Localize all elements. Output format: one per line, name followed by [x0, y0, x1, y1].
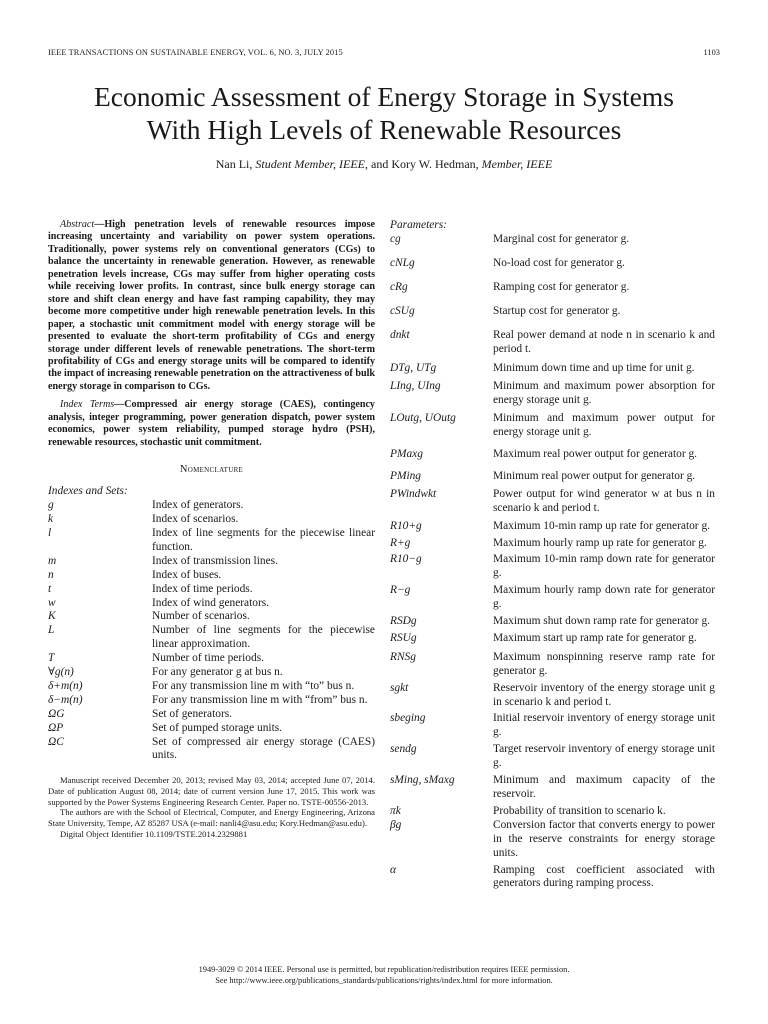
list-item	[48, 624, 375, 652]
definition: For any transmission line m with “from” bus n.	[152, 693, 368, 706]
symbol: LIng, UIng	[390, 380, 441, 393]
definition: Index of scenarios.	[152, 513, 239, 526]
list-item	[390, 412, 715, 440]
definition: Reservoir inventory of the energy storage unit g in scenario k and period t.	[493, 681, 715, 708]
definition: Index of line segments for the piecewise linear function.	[152, 526, 375, 553]
symbol: sendg	[390, 743, 417, 756]
list-item	[390, 380, 715, 408]
list-item	[390, 712, 715, 740]
list-item	[390, 743, 715, 771]
symbol: n	[48, 568, 54, 581]
list-item	[390, 805, 715, 819]
symbol: πk	[390, 804, 401, 817]
definition: Minimum down time and up time for unit g.	[493, 362, 695, 375]
definition: Number of line segments for the piecewise linear approximation.	[152, 624, 375, 651]
list-item	[390, 632, 715, 646]
symbol: RNSg	[390, 650, 416, 663]
definition: Set of generators.	[152, 707, 233, 720]
symbol: R10−g	[390, 553, 422, 566]
definition: For any transmission line m with “to” bus n.	[152, 679, 355, 692]
author-1: Nan Li,	[215, 157, 253, 171]
definition: Minimum and maximum power output for energy storage unit g.	[493, 412, 715, 439]
symbol: T	[48, 652, 55, 665]
symbol: cSUg	[390, 304, 415, 317]
list-item	[48, 708, 375, 722]
definition: Minimum and maximum capacity of the reservoir.	[493, 774, 715, 800]
definition: Minimum and maximum power absorption for energy storage unit g.	[493, 380, 715, 407]
symbol: PMaxg	[390, 447, 423, 460]
definition: Marginal cost for generator g.	[493, 233, 630, 245]
list-item	[390, 448, 715, 462]
list-item	[48, 527, 375, 555]
index-terms: Index Terms—Compressed air energy storage (CAES), contingency analysis, integer programming, power generation dispatch, power system economics, power system reliability, pumped storage hydro (PSH), renewable resources, stochastic unit commitment.	[48, 399, 375, 448]
abstract-text: High penetration levels of renewable resources impose increasing uncertainty and variability on power system operations. Traditionally, power systems rely on conventional generators (CGs) to balance the uncertainty in renewable generation. However, as renewable penetration levels increase, CGs may suffer from higher operating costs while receiving lower profits. In contrast, since bulk energy storage can store and shift clean energy and have fast ramping capability, they may become more competitive under high renewable penetration levels. In this paper, a stochastic unit commitment model with energy storage will be presented to evaluate the short-term profitability of CGs and energy storage under different levels of renewable penetrations. The short-term profitability of CGs and energy storage units will be compared to identify the impact of increasing renewable penetration on the attractiveness of bulk energy storage in comparison to CGs.	[48, 219, 375, 392]
list-item	[48, 555, 375, 569]
list-item	[48, 680, 375, 694]
list-item	[48, 652, 375, 666]
index-terms-text: Compressed air energy storage (CAES), contingency analysis, integer programming, power generation dispatch, power system economics, power system reliability, pumped storage hydro (PSH), renewable resources, stochastic unit commitment.	[48, 399, 375, 448]
definition: For any generator g at bus n.	[152, 666, 283, 679]
symbol: cNLg	[390, 256, 415, 269]
definition: Maximum real power output for generator g.	[493, 447, 698, 460]
symbol: δ+m(n)	[48, 679, 83, 692]
indexes-list	[48, 499, 375, 763]
list-item	[390, 257, 715, 271]
nomenclature-heading: Nomenclature	[179, 464, 244, 476]
list-item	[390, 774, 715, 802]
list-item	[390, 520, 715, 534]
list-item	[48, 722, 375, 736]
copyright-line-2: See http://www.ieee.org/publications_standards/publications/rights/index.html for more information.	[215, 976, 553, 985]
symbol: PWindwkt	[390, 487, 437, 500]
symbol: sMing, sMaxg	[390, 774, 455, 787]
parameters-list	[390, 233, 715, 891]
definition: Ramping cost for generator g.	[493, 280, 630, 293]
symbol: R−g	[390, 584, 411, 597]
symbol: L	[48, 624, 55, 637]
running-head: IEEE TRANSACTIONS ON SUSTAINABLE ENERGY, VOL. 6, NO. 3, JULY 2015	[48, 48, 343, 57]
indexes-heading: Indexes and Sets:	[48, 485, 128, 498]
author-line	[40, 157, 728, 172]
definition: Index of buses.	[152, 568, 222, 581]
list-item	[48, 666, 375, 680]
symbol: ΩG	[48, 707, 65, 720]
abstract-label: Abstract	[60, 219, 95, 230]
list-item	[390, 537, 715, 551]
list-item	[390, 305, 715, 319]
definition: Real power demand at node n in scenario k and period t.	[493, 328, 715, 355]
definition: Initial reservoir inventory of energy storage unit g.	[493, 712, 715, 739]
symbol: ∀g(n)	[48, 666, 74, 679]
list-item	[48, 569, 375, 583]
list-item	[390, 233, 715, 247]
definition: Power output for wind generator w at bus n in scenario k and period t.	[493, 487, 715, 514]
symbol: ΩP	[48, 721, 64, 734]
definition: Index of wind generators.	[152, 596, 270, 609]
symbol: m	[48, 554, 57, 567]
symbol: w	[48, 596, 56, 609]
list-item	[390, 584, 715, 612]
symbol: sgkt	[390, 681, 409, 694]
list-item	[390, 682, 715, 710]
footnote-doi: Digital Object Identifier 10.1109/TSTE.2014.2329881	[60, 828, 248, 839]
list-item	[48, 583, 375, 597]
definition: Set of compressed air energy storage (CAES) units.	[152, 735, 375, 762]
author-2-role: Member, IEEE	[481, 157, 553, 171]
definition: Set of pumped storage units.	[152, 721, 283, 734]
parameters-heading: Parameters:	[390, 219, 447, 231]
definition: Number of scenarios.	[152, 610, 250, 623]
paper-title	[40, 80, 728, 146]
list-item	[390, 864, 715, 892]
list-item	[48, 513, 375, 527]
author-1-role: Student Member, IEEE,	[255, 157, 368, 171]
symbol: PMing	[390, 469, 422, 482]
symbol: cRg	[390, 280, 408, 293]
definition: Startup cost for generator g.	[493, 304, 621, 317]
list-item	[48, 610, 375, 624]
list-item	[390, 488, 715, 516]
left-column	[48, 219, 375, 840]
definition: Maximum 10-min ramp up rate for generator g.	[493, 519, 710, 532]
right-column	[390, 219, 715, 891]
symbol: LOutg, UOutg	[390, 412, 456, 425]
definition: Ramping cost coefficient associated with generators during ramping process.	[493, 863, 715, 890]
symbol: g	[48, 499, 54, 512]
symbol: R+g	[390, 536, 411, 549]
symbol: dnkt	[390, 328, 410, 341]
list-item	[390, 362, 715, 376]
footnote-manuscript: Manuscript received December 20, 2013; revised May 03, 2014; accepted June 07, 2014. Date of publication August 08, 2014; date of current version June 17, 2015. This work was supported by the Power Systems Engineering Research Center. Paper no. TSTE-00556-2013.	[48, 775, 375, 807]
list-item	[48, 736, 375, 764]
definition: Index of generators.	[152, 499, 244, 512]
copyright-notice	[40, 964, 728, 986]
symbol: l	[48, 526, 52, 539]
symbol: ΩC	[48, 735, 64, 748]
index-terms-label: Index Terms	[60, 399, 115, 411]
abstract: Abstract—High penetration levels of renewable resources impose increasing uncertainty and variability on power system operations. Traditionally, power systems rely on conventional generators (CGs) to balance the uncertainty in renewable generation. However, as renewable penetration levels increase, CGs may suffer from higher operating costs while receiving lower profits. In contrast, since bulk energy storage can store and shift clean energy and have fast ramping capability, they may become more competitive under high renewable penetration levels. In this paper, a stochastic unit commitment model with energy storage will be presented to evaluate the short-term profitability of CGs and energy storage under different levels of renewable penetrations. The short-term profitability of CGs and energy storage units will be compared to identify the impact of increasing renewable penetration on the attractiveness of bulk energy storage in comparison to CGs.	[48, 219, 375, 392]
symbol: k	[48, 513, 54, 526]
definition: Maximum 10-min ramp down rate for generator g.	[493, 553, 715, 580]
list-item	[390, 651, 715, 679]
definition: Conversion factor that converts energy to power in the reserve constraints for energy storage units.	[493, 818, 715, 859]
list-item	[390, 281, 715, 295]
symbol: δ−m(n)	[48, 693, 83, 706]
symbol: βg	[390, 818, 402, 831]
list-item	[390, 819, 715, 861]
footnote	[48, 775, 375, 839]
definition: Minimum real power output for generator g.	[493, 469, 696, 482]
definition: Index of time periods.	[152, 582, 253, 595]
list-item	[390, 553, 715, 581]
page-number: 1103	[703, 48, 720, 57]
symbol: sbeging	[390, 712, 426, 725]
symbol: RSDg	[390, 615, 417, 628]
symbol: RSUg	[390, 631, 417, 644]
list-item	[48, 694, 375, 708]
symbol: R10+g	[390, 519, 422, 532]
definition: Maximum hourly ramp down rate for generator g.	[493, 584, 715, 611]
definition: Target reservoir inventory of energy storage unit g.	[493, 743, 715, 770]
list-item	[390, 470, 715, 484]
definition: Index of transmission lines.	[152, 554, 278, 567]
symbol: DTg, UTg	[390, 362, 437, 375]
list-item	[48, 499, 375, 513]
definition: Number of time periods.	[152, 652, 264, 665]
definition: No-load cost for generator g.	[493, 256, 625, 269]
list-item	[390, 615, 715, 629]
symbol: t	[48, 582, 52, 595]
symbol: α	[390, 863, 396, 876]
symbol: cg	[390, 233, 401, 245]
symbol: K	[48, 610, 56, 623]
definition: Maximum nonspinning reserve ramp rate for generator g.	[493, 650, 715, 677]
footnote-affiliation: The authors are with the School of Electrical, Computer, and Energy Engineering, Arizona State University, Tempe, AZ 85287 USA (e-mail: nanli4@asu.edu; Kory.Hedman@asu.edu).	[48, 807, 375, 829]
title-line-1: Economic Assessment of Energy Storage in Systems	[94, 81, 674, 112]
copyright-line-1: 1949-3029 © 2014 IEEE. Personal use is permitted, but republication/redistribution requires IEEE permission.	[198, 965, 570, 974]
definition: Maximum start up ramp rate for generator g.	[493, 631, 697, 644]
author-2: and Kory W. Hedman,	[371, 157, 479, 171]
list-item	[48, 597, 375, 611]
list-item	[390, 329, 715, 357]
definition: Maximum shut down ramp rate for generator g.	[493, 615, 710, 628]
definition: Probability of transition to scenario k.	[493, 804, 666, 817]
definition: Maximum hourly ramp up rate for generator g.	[493, 536, 707, 549]
title-line-2: With High Levels of Renewable Resources	[146, 114, 622, 145]
